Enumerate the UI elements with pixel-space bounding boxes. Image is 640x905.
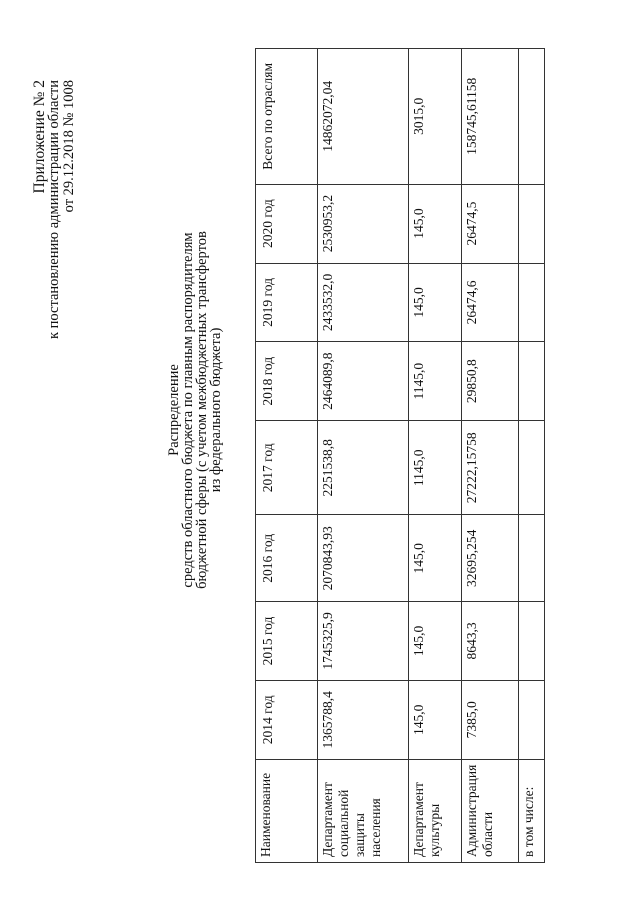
- row-name: Администрация области: [462, 759, 519, 862]
- table-cell: 145,0: [409, 680, 462, 759]
- budget-table: [255, 48, 545, 863]
- table-cell: 26474,5: [462, 184, 519, 263]
- row-name: Департамент социальной защиты населения: [318, 759, 409, 862]
- table-cell: [519, 342, 545, 421]
- header-2016: 2016 год: [256, 515, 318, 602]
- header-name: Наименование: [256, 759, 318, 862]
- table-cell: [519, 263, 545, 342]
- annex-header: [32, 80, 77, 339]
- header-2020: 2020 год: [256, 184, 318, 263]
- table-cell: 145,0: [409, 184, 462, 263]
- caption-title: Распределение: [166, 364, 182, 456]
- table-cell: 1145,0: [409, 421, 462, 515]
- table-cell: 2530953,2: [318, 184, 409, 263]
- header-2015: 2015 год: [256, 602, 318, 681]
- table-cell: 2070843,93: [318, 515, 409, 602]
- table-cell: 2251538,8: [318, 421, 409, 515]
- table-cell: 32695,254: [462, 515, 519, 602]
- table-cell: 27222,15758: [462, 421, 519, 515]
- table-cell: 2433532,0: [318, 263, 409, 342]
- table-row: [318, 49, 409, 863]
- table-cell: 2464089,8: [318, 342, 409, 421]
- table-cell: 1745325,9: [318, 602, 409, 681]
- caption-line-3: из федерального бюджета): [208, 327, 224, 493]
- table-cell: [519, 515, 545, 602]
- annex-line-2: от 29.12.2018 № 1008: [61, 80, 77, 213]
- table-row: [409, 49, 462, 863]
- caption-line-1: средств областного бюджета по главным распорядителям: [180, 232, 196, 588]
- table-cell: 29850,8: [462, 342, 519, 421]
- caption-line-2: бюджетной сферы (с учетом межбюджетных трансфертов: [194, 231, 210, 589]
- table-cell: 145,0: [409, 515, 462, 602]
- row-name: в том числе:: [519, 759, 545, 862]
- table-cell: 26474,6: [462, 263, 519, 342]
- table-cell: [519, 602, 545, 681]
- annex-line-1: к постановлению администрации области: [46, 80, 62, 340]
- document-caption: [167, 200, 223, 620]
- header-2017: 2017 год: [256, 421, 318, 515]
- table-row: [462, 49, 519, 863]
- table-cell: [519, 421, 545, 515]
- table-cell: 3015,0: [409, 49, 462, 185]
- header-2014: 2014 год: [256, 680, 318, 759]
- table-cell: 145,0: [409, 263, 462, 342]
- table-cell: [519, 680, 545, 759]
- table-cell: 1365788,4: [318, 680, 409, 759]
- table-cell: 8643,3: [462, 602, 519, 681]
- table-cell: [519, 49, 545, 185]
- header-2018: 2018 год: [256, 342, 318, 421]
- header-2019: 2019 год: [256, 263, 318, 342]
- table-cell: 7385,0: [462, 680, 519, 759]
- table-row: [519, 49, 545, 863]
- table-cell: 145,0: [409, 602, 462, 681]
- table-header-row: [256, 49, 318, 863]
- table-cell: 158745,61158: [462, 49, 519, 185]
- table-cell: 14862072,04: [318, 49, 409, 185]
- header-total: Всего по отраслям: [256, 49, 318, 185]
- row-name: Департамент культуры: [409, 759, 462, 862]
- table-cell: 1145,0: [409, 342, 462, 421]
- table-cell: [519, 184, 545, 263]
- annex-title: Приложение № 2: [31, 80, 48, 194]
